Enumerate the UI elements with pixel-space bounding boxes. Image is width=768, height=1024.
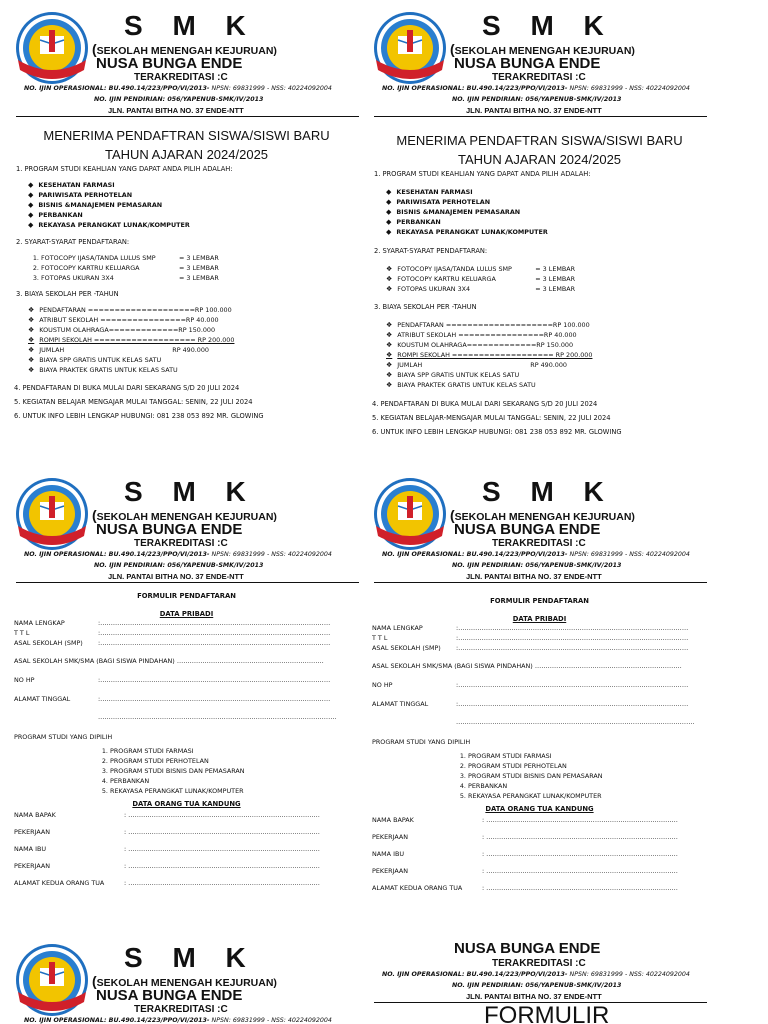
izin-operasional: NO. IJIN OPERASIONAL: BU.490.14/223/PPO/VI/2013- NPSN: 69831999 - NSS: 40224092004 (382, 85, 690, 92)
brochure-title-2: TAHUN AJARAN 2024/2025 (457, 152, 622, 167)
izin-pendirian: NO. IJIN PENDIRIAN: 056/YAPENUB-SMK/IV/2013 (452, 96, 622, 103)
accreditation: TERAKREDITASI :C (492, 72, 586, 83)
field-pekerjaan-bapak[interactable]: PEKERJAAN : ……………………………………………………………………………… (372, 833, 678, 841)
school-logo-icon (372, 10, 448, 86)
note-4: 4. PENDAFTARAN DI BUKA MULAI DARI SEKARANG S/D 20 JULI 2024 (14, 384, 240, 392)
izin-operasional: NO. IJIN OPERASIONAL: BU.490.14/223/PPO/VI/2013- NPSN: 69831999 - NSS: 40224092004 (382, 551, 690, 558)
school-type: (SEKOLAH MENENGAH KEJURUAN) (450, 41, 635, 57)
list-item: ❖ JUMLAH RP 490.000 (28, 345, 359, 355)
note-6: 6. UNTUK INFO LEBIH LENGKAP HUBUNGI: 081 238 053 892 MR. GLOWING (372, 428, 622, 436)
field-nama-lengkap[interactable]: NAMA LENGKAP :……………………………………………………………………………………………… (14, 619, 331, 627)
data-ortu-heading: DATA ORANG TUA KANDUNG (485, 805, 594, 813)
letterhead (372, 476, 707, 580)
list-item[interactable]: 1. PROGRAM STUDI FARMASI (468, 751, 707, 761)
address: JLN. PANTAI BITHA NO. 37 ENDE-NTT (466, 106, 602, 115)
list-item: ◆ REKAYASA PERANGKAT LUNAK/KOMPUTER (386, 227, 707, 237)
list-item: ◆ PERBANKAN (386, 217, 707, 227)
izin-pendirian: NO. IJIN PENDIRIAN: 056/YAPENUB-SMK/IV/2013 (452, 982, 622, 989)
list-item[interactable]: 1. PROGRAM STUDI FARMASI (110, 746, 359, 756)
field-pekerjaan-bapak[interactable]: PEKERJAAN : ……………………………………………………………………………… (14, 828, 320, 836)
list-item: ❖ JUMLAH RP 490.000 (386, 360, 707, 370)
smk-title: S M K (124, 942, 257, 973)
data-ortu-heading: DATA ORANG TUA KANDUNG (132, 800, 241, 808)
field-alamat-ortu[interactable]: ALAMAT KEDUA ORANG TUA : ……………………………………………………………………………… (14, 879, 320, 887)
field-ttl[interactable]: T T L :……………………………………………………………………………………………… (14, 629, 331, 637)
izin-operasional: NO. IJIN OPERASIONAL: BU.490.14/223/PPO/VI/2013- NPSN: 69831999 - NSS: 40224092004 (382, 971, 690, 978)
field-nama-bapak[interactable]: NAMA BAPAK : ……………………………………………………………………………… (372, 816, 678, 824)
note-6: 6. UNTUK INFO LEBIH LENGKAP HUBUNGI: 081 238 053 892 MR. GLOWING (14, 412, 264, 420)
list-item[interactable]: 3. PROGRAM STUDI BISNIS DAN PEMASARAN (110, 766, 359, 776)
biaya-heading: 3. BIAYA SEKOLAH PER -TAHUN (374, 303, 477, 311)
school-name: NUSA BUNGA ENDE (454, 521, 601, 538)
form-title: FORMULIR PENDAFTARAN (137, 592, 236, 600)
brochure-panel-right (372, 10, 707, 450)
izin-pendirian: NO. IJIN PENDIRIAN: 056/YAPENUB-SMK/IV/2013 (94, 96, 264, 103)
list-item[interactable]: 4. PERBANKAN (110, 776, 359, 786)
address: JLN. PANTAI BITHA NO. 37 ENDE-NTT (108, 106, 244, 115)
program-heading: 1. PROGRAM STUDI KEAHLIAN YANG DAPAT ANDA PILIH ADALAH: (374, 170, 591, 178)
field-asal-smk[interactable]: ASAL SEKOLAH SMK/SMA (BAGI SISWA PINDAHAN) …………………………………………………………… (14, 657, 324, 665)
field-nama-lengkap[interactable]: NAMA LENGKAP :……………………………………………………………………………………………… (372, 624, 689, 632)
field-alamat[interactable]: ALAMAT TINGGAL :……………………………………………………………………………………………… (14, 695, 331, 703)
list-item: ◆ KESEHATAN FARMASI (386, 187, 707, 197)
header-rule (374, 582, 707, 583)
field-asal-smp[interactable]: ASAL SEKOLAH (SMP) :……………………………………………………………………………………………… (372, 644, 689, 652)
izin-operasional: NO. IJIN OPERASIONAL: BU.490.14/223/PPO/VI/2013- NPSN: 69831999 - NSS: 40224092004 (24, 551, 332, 558)
syarat-heading: 2. SYARAT-SYARAT PENDAFTARAN: (374, 247, 488, 255)
field-nama-bapak[interactable]: NAMA BAPAK : ……………………………………………………………………………… (14, 811, 320, 819)
list-item[interactable]: 5. REKAYASA PERANGKAT LUNAK/KOMPUTER (468, 791, 707, 801)
form-panel-bottom-left (14, 942, 359, 1024)
program-heading: 1. PROGRAM STUDI KEAHLIAN YANG DAPAT ANDA PILIH ADALAH: (16, 165, 233, 173)
izin-operasional: NO. IJIN OPERASIONAL: BU.490.14/223/PPO/VI/2013- NPSN: 69831999 - NSS: 40224092004 (24, 1017, 332, 1024)
list-item: ❖ BIAYA SPP GRATIS UNTUK KELAS SATU (386, 370, 707, 380)
school-type: (SEKOLAH MENENGAH KEJURUAN) (92, 973, 277, 989)
school-logo-icon (372, 476, 448, 552)
list-item: ◆ PARIWISATA PERHOTELAN (28, 190, 359, 200)
accreditation: TERAKREDITASI :C (134, 538, 228, 549)
brochure-title-1: MENERIMA PENDAFTRAN SISWA/SISWI BARU (43, 128, 330, 143)
program-list (372, 187, 707, 237)
biaya-heading: 3. BIAYA SEKOLAH PER -TAHUN (16, 290, 119, 298)
smk-title: S M K (124, 10, 257, 41)
school-type: (SEKOLAH MENENGAH KEJURUAN) (92, 41, 277, 57)
form-panel-bottom-right (372, 940, 707, 1024)
data-pribadi-heading: DATA PRIBADI (159, 610, 214, 618)
field-alamat[interactable]: ALAMAT TINGGAL :……………………………………………………………………………………………… (372, 700, 689, 708)
smk-title: S M K (124, 476, 257, 507)
list-item: ❖ ROMPI SEKOLAH =================== RP 200.000 (386, 350, 707, 360)
list-item: 2. FOTOCOPY KARTRU KELUARGA = 3 LEMBAR (41, 263, 359, 273)
list-item: ❖ PENDAFTARAN ====================RP 100.000 (386, 320, 707, 330)
school-name: NUSA BUNGA ENDE (96, 55, 243, 72)
letterhead (372, 10, 707, 114)
program-heading: PROGRAM STUDI YANG DIPILIH (372, 738, 471, 746)
smk-title: S M K (482, 476, 615, 507)
form-title: FORMULIR PENDAFTARAN (490, 597, 589, 605)
header-rule (374, 116, 707, 117)
syarat-heading: 2. SYARAT-SYARAT PENDAFTARAN: (16, 238, 130, 246)
list-item[interactable]: 5. REKAYASA PERANGKAT LUNAK/KOMPUTER (110, 786, 359, 796)
list-item: ❖ ATRIBUT SEKOLAH ================RP 40.000 (28, 315, 359, 325)
program-choice-list (14, 746, 359, 796)
list-item[interactable]: 3. PROGRAM STUDI BISNIS DAN PEMASARAN (468, 771, 707, 781)
program-heading: PROGRAM STUDI YANG DIPILIH (14, 733, 113, 741)
list-item: ❖ FOTOCOPY KARTRU KELUARGA = 3 LEMBAR (386, 274, 707, 284)
school-type: (SEKOLAH MENENGAH KEJURUAN) (92, 507, 277, 523)
field-alamat-ortu[interactable]: ALAMAT KEDUA ORANG TUA : ……………………………………………………………………………… (372, 884, 678, 892)
list-item: ❖ KOUSTUM OLAHRAGA=============RP 150.000 (28, 325, 359, 335)
letterhead (14, 10, 359, 114)
list-item: ❖ FOTOCOPY IJASA/TANDA LULUS SMP = 3 LEMBAR (386, 264, 707, 274)
list-item: ❖ FOTOPAS UKURAN 3X4 = 3 LEMBAR (386, 284, 707, 294)
note-5: 5. KEGIATAN BELAJAR-MENGAJAR MULAI TANGGAL: SENIN, 22 JULI 2024 (372, 414, 611, 422)
letterhead (14, 942, 359, 1024)
form-panel-right (372, 476, 707, 926)
field-alamat-line2[interactable]: …………………………………………………………………………………………………. (98, 713, 337, 721)
list-item[interactable]: 2. PROGRAM STUDI PERHOTELAN (110, 756, 359, 766)
field-ttl[interactable]: T T L :……………………………………………………………………………………………… (372, 634, 689, 642)
izin-pendirian: NO. IJIN PENDIRIAN: 056/YAPENUB-SMK/IV/2013 (452, 562, 622, 569)
school-name: NUSA BUNGA ENDE (96, 521, 243, 538)
syarat-list (14, 253, 359, 283)
list-item: ◆ PERBANKAN (28, 210, 359, 220)
accreditation: TERAKREDITASI :C (134, 1004, 228, 1015)
data-pribadi-heading: DATA PRIBADI (512, 615, 567, 623)
field-pekerjaan-ibu[interactable]: PEKERJAAN : ……………………………………………………………………………… (14, 862, 320, 870)
form-panel-left (14, 476, 359, 926)
list-item: ❖ KOUSTUM OLAHRAGA=============RP 150.000 (386, 340, 707, 350)
accreditation: TERAKREDITASI :C (134, 72, 228, 83)
note-5: 5. KEGIATAN BELAJAR MENGAJAR MULAI TANGGAL: SENIN, 22 JULI 2024 (14, 398, 253, 406)
list-item: ◆ KESEHATAN FARMASI (28, 180, 359, 190)
field-pekerjaan-ibu[interactable]: PEKERJAAN : ……………………………………………………………………………… (372, 867, 678, 875)
biaya-list (14, 305, 359, 375)
smk-title: S M K (482, 10, 615, 41)
list-item: ❖ ROMPI SEKOLAH =================== RP 200.000 (28, 335, 359, 345)
list-item: ◆ REKAYASA PERANGKAT LUNAK/KOMPUTER (28, 220, 359, 230)
list-item: 3. FOTOPAS UKURAN 3X4 = 3 LEMBAR (41, 273, 359, 283)
school-name: NUSA BUNGA ENDE (96, 987, 243, 1004)
letterhead (14, 476, 359, 580)
list-item: ❖ ATRIBUT SEKOLAH ================RP 40.000 (386, 330, 707, 340)
school-logo-icon (14, 10, 90, 86)
accreditation: TERAKREDITASI :C (492, 538, 586, 549)
field-nama-ibu[interactable]: NAMA IBU : ……………………………………………………………………………… (372, 850, 678, 858)
brochure-panel-left (14, 10, 359, 450)
list-item: ◆ BISNIS &MANAJEMEN PEMASARAN (28, 200, 359, 210)
list-item: ❖ BIAYA PRAKTEK GRATIS UNTUK KELAS SATU (386, 380, 707, 390)
field-nama-ibu[interactable]: NAMA IBU : ……………………………………………………………………………… (14, 845, 320, 853)
field-no-hp[interactable]: NO HP :……………………………………………………………………………………………… (372, 681, 689, 689)
field-asal-smk[interactable]: ASAL SEKOLAH SMK/SMA (BAGI SISWA PINDAHAN) …………………………………………………………… (372, 662, 682, 670)
program-list (14, 180, 359, 230)
field-asal-smp[interactable]: ASAL SEKOLAH (SMP) :……………………………………………………………………………………………… (14, 639, 331, 647)
address: JLN. PANTAI BITHA NO. 37 ENDE-NTT (466, 992, 602, 1001)
biaya-list (372, 320, 707, 390)
list-item[interactable]: 2. PROGRAM STUDI PERHOTELAN (468, 761, 707, 771)
list-item: ❖ PENDAFTARAN ====================RP 100.000 (28, 305, 359, 315)
formulir-heading: FORMULIR (484, 1002, 610, 1024)
list-item: ❖ BIAYA SPP GRATIS UNTUK KELAS SATU (28, 355, 359, 365)
address: JLN. PANTAI BITHA NO. 37 ENDE-NTT (108, 572, 244, 581)
school-logo-icon (14, 942, 90, 1018)
header-rule (16, 582, 359, 583)
school-type: (SEKOLAH MENENGAH KEJURUAN) (450, 507, 635, 523)
field-alamat-line2[interactable]: …………………………………………………………………………………………………. (456, 718, 695, 726)
field-no-hp[interactable]: NO HP :……………………………………………………………………………………………… (14, 676, 331, 684)
header-rule (16, 116, 359, 117)
address: JLN. PANTAI BITHA NO. 37 ENDE-NTT (466, 572, 602, 581)
brochure-title-1: MENERIMA PENDAFTRAN SISWA/SISWI BARU (396, 133, 683, 148)
school-name: NUSA BUNGA ENDE (454, 940, 601, 957)
note-4: 4. PENDAFTARAN DI BUKA MULAI DARI SEKARANG S/D 20 JULI 2024 (372, 400, 598, 408)
program-choice-list (372, 751, 707, 801)
list-item: 1. FOTOCOPY IJASA/TANDA LULUS SMP = 3 LEMBAR (41, 253, 359, 263)
list-item: ◆ PARIWISATA PERHOTELAN (386, 197, 707, 207)
accreditation: TERAKREDITASI :C (492, 958, 586, 969)
izin-operasional: NO. IJIN OPERASIONAL: BU.490.14/223/PPO/VI/2013- NPSN: 69831999 - NSS: 40224092004 (24, 85, 332, 92)
list-item[interactable]: 4. PERBANKAN (468, 781, 707, 791)
school-logo-icon (14, 476, 90, 552)
brochure-title-2: TAHUN AJARAN 2024/2025 (104, 147, 269, 162)
list-item: ◆ BISNIS &MANAJEMEN PEMASARAN (386, 207, 707, 217)
list-item: ❖ BIAYA PRAKTEK GRATIS UNTUK KELAS SATU (28, 365, 359, 375)
syarat-list (372, 264, 707, 294)
izin-pendirian: NO. IJIN PENDIRIAN: 056/YAPENUB-SMK/IV/2013 (94, 562, 264, 569)
school-name: NUSA BUNGA ENDE (454, 55, 601, 72)
